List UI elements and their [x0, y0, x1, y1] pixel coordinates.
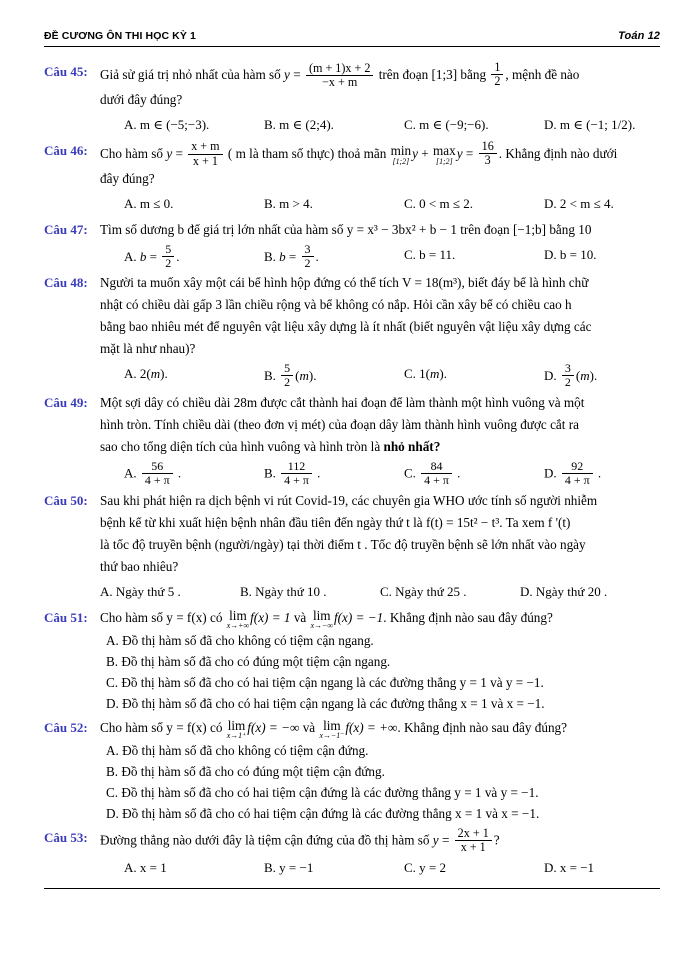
option-c-letter: C.	[404, 116, 416, 132]
q49-stem-1: Một sợi dây có chiều dài 28m được cắt thành hai đoạn để làm thành một hình vuông và một	[100, 395, 585, 411]
option-b[interactable]	[264, 856, 404, 880]
option-c[interactable]: C. 1(m).	[404, 366, 447, 382]
question-48-label: Câu 48:	[44, 275, 88, 291]
option-a[interactable]: A. 2(m).	[124, 366, 168, 382]
q50-stem-5: thứ bao nhiêu?	[100, 559, 179, 575]
question-47-label: Câu 47:	[44, 221, 88, 237]
q46-stem-4: đây đúng?	[100, 170, 155, 186]
option-a[interactable]: A. $\frac{56}{4 + \pi}$ .	[124, 459, 182, 488]
option-a-letter: A.	[124, 116, 137, 132]
option-a[interactable]: A. Đồ thị hàm số đã cho không có tiệm cận ngang.	[106, 633, 374, 649]
q45-stem-1: Giả sử giá trị nhỏ nhất của hàm số	[100, 67, 281, 83]
question-47	[44, 219, 660, 270]
q53-formula-denominator: x + 1	[455, 840, 492, 854]
q51-limit-1-expression: f(x) = 1	[250, 610, 291, 626]
option-c[interactable]: C. $\frac{84}{4 + \pi}$ .	[404, 459, 461, 488]
q50-formula: f(t) = 15t² − t³	[425, 515, 500, 531]
option-c-text: 0 < m ≤ 2.	[419, 195, 473, 211]
option-a-text: m ∈ (−5;−3).	[139, 116, 210, 132]
q52-limit-1-expression: f(x) = −∞	[247, 720, 300, 736]
q47-stem-3: bằng 10	[549, 221, 592, 237]
q52-conjunction: và	[302, 720, 316, 736]
question-51-body	[100, 607, 660, 714]
question-50-body	[100, 490, 660, 604]
q52-stem-1: Cho hàm số y = f(x) có	[100, 720, 223, 736]
option-b[interactable]	[264, 192, 404, 216]
q51-stem-2: . Khẳng định nào sau đây đúng?	[383, 610, 553, 626]
page-header	[44, 30, 660, 46]
option-c-letter: C.	[380, 584, 392, 600]
q52-limit-1-subscript: x→1⁺	[226, 731, 247, 741]
option-b-letter: B.	[264, 465, 276, 481]
q52-limit-2-subscript: x→−1⁻	[319, 731, 345, 741]
q52-limit-2-operator: lim	[323, 717, 341, 733]
q46-min-operator	[391, 144, 412, 166]
option-d[interactable]: D. $\frac{92}{4 + \pi}$ .	[544, 459, 602, 488]
option-b-letter: B.	[264, 248, 276, 264]
question-47-options	[100, 243, 684, 270]
option-b[interactable]: B. $\frac{5}{2}$ (m).	[264, 361, 317, 390]
option-a-numerator: 56	[151, 459, 164, 474]
option-b-letter: B.	[264, 195, 276, 211]
option-a-letter: A.	[100, 584, 113, 600]
option-a-text: x = 1	[139, 860, 167, 876]
option-a-letter: A.	[124, 366, 137, 382]
option-c-text: b = 11.	[419, 246, 456, 262]
q46-max-operator	[433, 144, 456, 166]
q53-formula-fraction	[455, 827, 492, 854]
option-d-text: 2 < m ≤ 4.	[559, 195, 614, 211]
q45-stem-3: bằng	[460, 67, 487, 83]
option-b[interactable]: B. b = $\frac{3}{2}$ .	[264, 241, 319, 270]
option-c-letter: C.	[404, 860, 416, 876]
q52-limit-2	[319, 719, 344, 741]
option-b[interactable]: B. Đồ thị hàm số đã cho có đúng một tiệm cận đứng.	[106, 764, 385, 780]
q47-interval: [−1;b]	[512, 221, 547, 237]
option-b-text: m ∈ (2;4).	[279, 116, 334, 132]
q52-stem-2: . Khẳng định nào sau đây đúng?	[397, 720, 567, 736]
option-d[interactable]	[544, 192, 684, 216]
q46-rhs-denominator: 3	[479, 153, 497, 167]
question-47-body	[100, 219, 660, 270]
option-c-letter: C.	[404, 246, 416, 262]
option-a-letter: A.	[124, 195, 137, 211]
q48-stem-2: , biết đáy bể là hình chữ	[461, 275, 589, 291]
option-d-text: Ngày thứ 20 .	[535, 584, 608, 600]
q51-limit-2-operator: lim	[312, 607, 331, 623]
q48-stem-1: Người ta muốn xây một cái bể hình hộp đứng có thể tích	[100, 275, 399, 291]
question-53-label: Câu 53:	[44, 830, 88, 846]
option-d[interactable]	[520, 580, 660, 604]
q45-formula-fraction	[306, 62, 374, 89]
option-c[interactable]	[380, 580, 520, 604]
header-title-right: Toán 12	[618, 30, 660, 42]
q52-limit-2-expression: f(x) = +∞	[345, 720, 398, 736]
option-c[interactable]	[404, 192, 544, 216]
question-53	[44, 827, 660, 880]
q49-stem-2: hình tròn. Tính chiều dài (theo đơn vị mét) của đoạn dây làm thành hình vuông được cắt ra	[100, 417, 579, 433]
option-a[interactable]	[124, 113, 264, 137]
q45-formula-numerator: (m + 1)x + 2	[308, 60, 371, 75]
q49-stem-3: sao cho tổng diện tích của hình vuông và hình tròn là	[100, 439, 381, 455]
option-d-letter: D.	[544, 368, 557, 384]
option-b[interactable]	[240, 580, 380, 604]
option-a-letter: A.	[124, 860, 137, 876]
option-d-text: m ∈ (−1; 1/2).	[559, 116, 636, 132]
option-b-letter: B.	[264, 860, 276, 876]
question-48-body	[100, 272, 660, 389]
option-a[interactable]	[124, 856, 264, 880]
q46-stem-3: . Khẳng định nào dưới	[498, 145, 618, 161]
question-50-options	[100, 580, 660, 604]
option-d[interactable]	[544, 113, 684, 137]
option-b-letter: B.	[264, 368, 276, 384]
option-a[interactable]: A. b = $\frac{5}{2}$ .	[124, 241, 180, 270]
q46-rhs-numerator: 16	[481, 138, 494, 153]
q47-stem-2: trên đoạn	[460, 221, 510, 237]
option-d-letter: D.	[544, 465, 557, 481]
option-b-numerator: 112	[287, 459, 306, 474]
q46-max-subscript: [1;2]	[436, 156, 453, 166]
q46-stem-1: Cho hàm số	[100, 145, 164, 161]
option-a-text: Ngày thứ 5 .	[115, 584, 181, 600]
option-c-text: Ngày thứ 25 .	[395, 584, 467, 600]
question-50-label: Câu 50:	[44, 493, 88, 509]
option-d-numerator: 92	[571, 459, 584, 474]
question-52-options	[100, 740, 660, 824]
header-divider	[44, 46, 660, 47]
question-50	[44, 490, 660, 604]
q46-formula-numerator: x + m	[191, 139, 220, 154]
option-d-letter: D.	[544, 195, 557, 211]
option-d-letter: D.	[544, 116, 557, 132]
option-a[interactable]	[100, 580, 240, 604]
q48-stem-3: nhật có chiều dài gấp 3 lần chiều rộng và bể không có nắp. Hỏi cần xây bể có chiều cao h	[100, 297, 572, 313]
q52-limit-1-operator: lim	[227, 717, 246, 733]
header-title-left: ĐỀ CƯƠNG ÔN THI HỌC KỲ 1	[44, 30, 196, 42]
footer-divider	[44, 888, 660, 889]
question-45-body: Giả sử giá trị nhỏ nhất của hàm số y = $\frac{(m + 1)x + 2}{-x + m}$ trên đoạn [1;3] bằng $\frac{1}{2}$ , mệnh đề nào dưới đây đúng? A. m ∈ (−5;−3). B. m ∈ (2;4). C. m ∈ (−9;−6). D. m ∈ (−1; 1/2).	[100, 61, 660, 137]
option-c[interactable]	[404, 113, 544, 137]
q50-stem-1: Sau khi phát hiện ra dịch bệnh vi rút Covid-19, các chuyên gia WHO ước tính số người nhiễm	[100, 493, 598, 509]
q49-emphasis: nhỏ nhất?	[383, 439, 441, 455]
q48-stem-5: mặt là như nhau)?	[100, 341, 196, 357]
q51-stem-1: Cho hàm số y = f(x) có	[100, 610, 223, 626]
q45-stem-2: trên đoạn	[378, 67, 429, 83]
option-b-letter: B.	[240, 584, 252, 600]
option-d-denominator: 4 + π	[562, 473, 593, 487]
q53-stem-2: ?	[493, 832, 500, 848]
option-c-letter: C.	[404, 366, 416, 382]
question-49-label: Câu 49:	[44, 395, 88, 411]
q45-value-fraction	[491, 61, 503, 88]
question-45-options	[100, 113, 684, 137]
option-b-text: y = −1	[279, 860, 314, 876]
option-a-letter: A.	[124, 248, 137, 264]
option-b[interactable]: B. $\frac{112}{4 + \pi}$ .	[264, 459, 321, 488]
q46-min-label: min	[390, 143, 412, 159]
option-d[interactable]	[544, 243, 684, 270]
question-51-label: Câu 51:	[44, 610, 88, 626]
question-46-label: Câu 46:	[44, 142, 88, 158]
option-a-letter: A.	[124, 465, 137, 481]
option-d[interactable]: D. Đồ thị hàm số đã cho có hai tiệm cận đứng là các đường thẳng x = 1 và x = −1.	[106, 806, 540, 822]
option-c[interactable]: C. Đồ thị hàm số đã cho có hai tiệm cận ngang là các đường thẳng y = 1 và y = −1.	[106, 675, 544, 691]
question-46-body: Cho hàm số y = $\frac{x + m}{x + 1}$ ( m là tham số thực) thoả mãn min [1;2] y + max [1;2] y = $\frac{16}{3}$ . Khẳng định nào dưới đây đúng? A. m ≤ 0. B. m > 4. C. 0 < m ≤ 2. D. 2 < m ≤ 4.	[100, 140, 660, 216]
option-b-text: Ngày thứ 10 .	[255, 584, 327, 600]
question-49-body	[100, 392, 660, 487]
question-52-label: Câu 52:	[44, 720, 88, 736]
option-b-letter: B.	[264, 116, 276, 132]
option-c[interactable]	[404, 856, 544, 880]
q45-value-numerator: 1	[494, 60, 501, 74]
option-d[interactable]: D. $\frac{3}{2}$ (m).	[544, 361, 598, 390]
q45-stem-4: , mệnh đề nào	[505, 67, 580, 83]
option-c-letter: C.	[404, 465, 416, 481]
q50-stem-4: là tốc độ truyền bệnh (người/ngày) tại thời điểm t . Tốc độ truyền bệnh sẽ lớn nhất vào ngày	[100, 537, 586, 553]
q47-stem-1: Tìm số dương b để giá trị lớn nhất của hàm số	[100, 221, 344, 237]
option-c-denominator: 4 + π	[421, 473, 452, 487]
q50-stem-2: bệnh kể từ khi xuất hiện bệnh nhân đầu tiên đến ngày thứ t là	[100, 515, 423, 531]
option-b[interactable]	[264, 113, 404, 137]
q46-rhs-fraction	[479, 140, 497, 167]
question-45-label: Câu 45:	[44, 64, 88, 79]
option-c-text: m ∈ (−9;−6).	[419, 116, 489, 132]
option-b-text: m > 4.	[279, 195, 313, 211]
q46-formula-fraction	[188, 140, 222, 167]
q51-limit-2-subscript: x→−∞	[310, 621, 333, 631]
q51-limit-2-expression: f(x) = −1	[333, 610, 384, 626]
option-d-letter: D.	[544, 246, 557, 262]
question-48	[44, 272, 660, 389]
q51-limit-2	[311, 609, 333, 631]
option-c-letter: C.	[404, 195, 416, 211]
option-c-text: y = 2	[419, 860, 447, 876]
option-a-denominator: 4 + π	[142, 473, 173, 487]
q45-formula-denominator: −x + m	[306, 75, 374, 89]
q53-stem-1: Đường thẳng nào dưới đây là tiệm cận đứng của đồ thị hàm số	[100, 832, 430, 848]
question-49	[44, 392, 660, 487]
option-d[interactable]: D. Đồ thị hàm số đã cho có hai tiệm cận ngang là các đường thẳng x = 1 và x = −1.	[106, 696, 545, 712]
q45-stem-5: dưới đây đúng?	[100, 91, 183, 107]
question-45	[44, 61, 660, 137]
option-d-text: b = 10.	[559, 246, 597, 262]
q51-limit-1	[227, 609, 249, 631]
option-a[interactable]: A. Đồ thị hàm số đã cho không có tiệm cận đứng.	[106, 743, 369, 759]
q51-limit-1-subscript: x→+∞	[226, 621, 250, 631]
q47-formula: y = x³ − 3bx² + b − 1	[346, 221, 457, 237]
q45-interval: [1;3]	[431, 67, 458, 83]
question-53-options	[100, 856, 684, 880]
option-d[interactable]	[544, 856, 684, 880]
option-d-letter: D.	[544, 860, 557, 876]
q46-min-subscript: [1;2]	[392, 156, 410, 166]
option-b-denominator: 4 + π	[281, 473, 312, 487]
option-a-text: m ≤ 0.	[139, 195, 174, 211]
question-48-options	[100, 362, 684, 389]
question-46	[44, 140, 660, 216]
question-51	[44, 607, 660, 714]
q51-conjunction: và	[293, 610, 307, 626]
question-46-options	[100, 192, 684, 216]
option-a[interactable]	[124, 192, 264, 216]
option-c-numerator: 84	[430, 459, 443, 474]
option-b[interactable]: B. Đồ thị hàm số đã cho có đúng một tiệm cận ngang.	[106, 654, 391, 670]
option-c[interactable]: C. Đồ thị hàm số đã cho có hai tiệm cận đứng là các đường thẳng y = 1 và y = −1.	[106, 785, 539, 801]
option-d-letter: D.	[520, 584, 533, 600]
q53-formula-numerator: 2x + 1	[457, 826, 489, 841]
question-52-body	[100, 717, 660, 824]
q45-value-denominator: 2	[491, 74, 503, 88]
option-d-text: x = −1	[559, 860, 595, 876]
q48-stem-4: bằng bao nhiêu mét để nguyên vật liệu xây dựng là ít nhất (biết nguyên vật liệu xây dựng các	[100, 319, 592, 335]
q46-formula-denominator: x + 1	[188, 154, 222, 168]
question-53-body: Đường thẳng nào dưới đây là tiệm cận đứng của đồ thị hàm số y = $\frac{2x + 1}{x + 1}$ ? A. x = 1 B. y = −1 C. y = 2 D. x = −1	[100, 827, 660, 880]
q48-volume: V = 18(m³)	[401, 275, 462, 291]
option-c[interactable]	[404, 243, 544, 270]
question-52	[44, 717, 660, 824]
question-51-options	[100, 630, 660, 714]
q46-max-label: max	[433, 143, 456, 159]
q50-stem-3: . Ta xem f '(t)	[499, 515, 571, 531]
q51-limit-1-operator: lim	[229, 607, 247, 623]
q46-stem-2: ( m là tham số thực) thoả mãn	[227, 145, 387, 161]
q52-limit-1	[227, 719, 247, 741]
question-49-options	[100, 460, 684, 487]
